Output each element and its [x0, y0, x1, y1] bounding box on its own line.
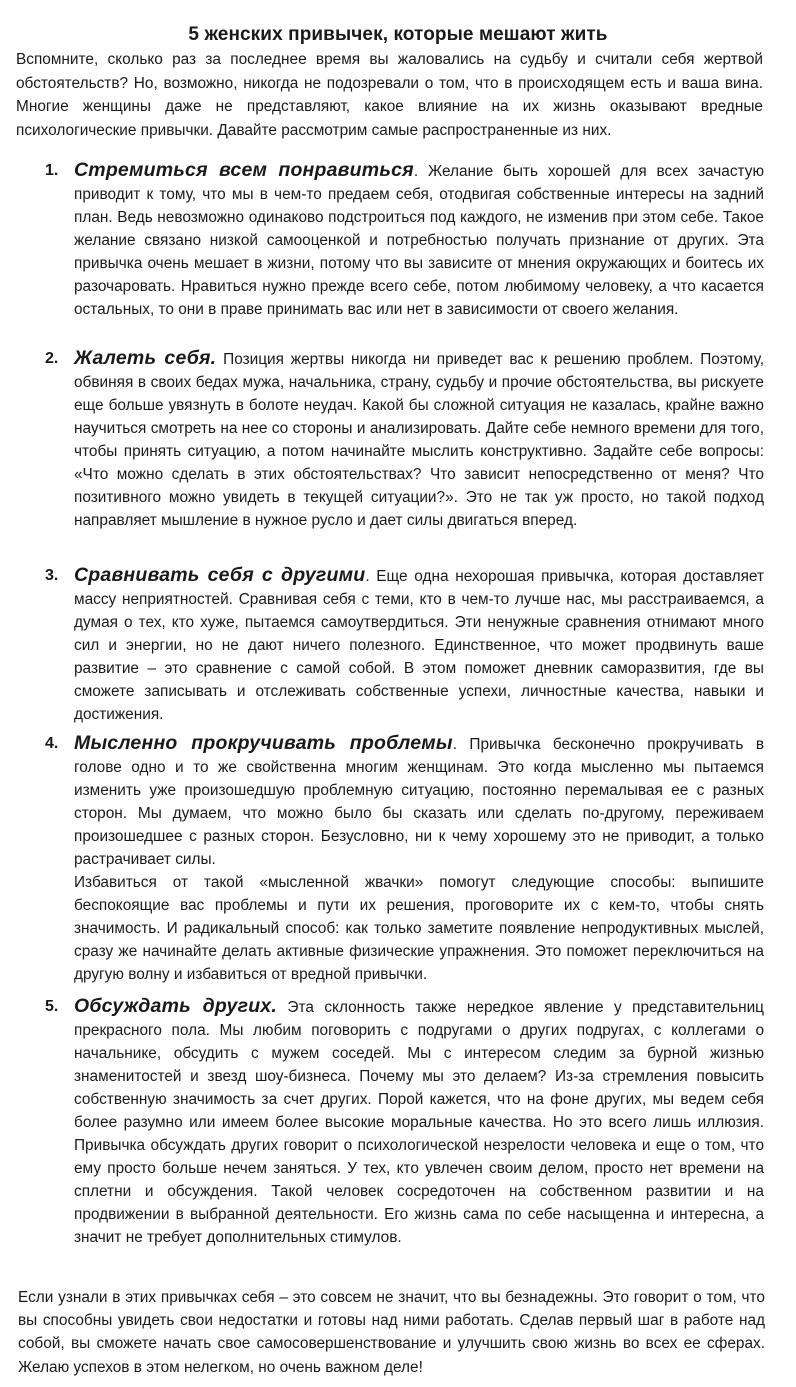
- item-heading: Стремиться всем понравиться: [74, 159, 414, 181]
- item-text: . Привычка бесконечно прокручивать в голове одно и то же свойственна многим женщинам. Это когда мысленно мы пытаемся изменить уже произошедшую проблемную ситуацию, постоянно перемалывая ее с разных сторон. Мы думаем, что можно было бы сказать или сделать по-другому, переживаем произошедшее с разных сторон. Безусловно, ни к чему хорошему это не приводит, а только растрачивает силы.: [74, 736, 764, 868]
- document-title: 5 женских привычек, которые мешают жить: [188, 23, 608, 45]
- item-text: . Еще одна нехорошая привычка, которая доставляет массу неприятностей. Сравнивая себя с теми, кто в чем-то лучше нас, мы расстраиваемся, а думая о тех, кто хуже, пытаемся самоутвердиться. Эти ненужные сравнения отнимают много сил и энергии, но не дают ничего полезного. Единственное, что может продвинуть ваше развитие – это сравнение с самой собой. В этом поможет дневник саморазвития, где вы сможете записывать и отслеживать собственные успехи, личностные качества, навыки и достижения.: [74, 568, 764, 723]
- outro-paragraph: Если узнали в этих привычках себя – это совсем не значит, что вы безнадежны. Это говорит о том, что вы способны увидеть свои недостатки и готовы над ними работать. Сделав первый шаг в работе над собой, вы сможете начать свое самосовершенствование и улучшить свою жизнь во всех ее сферах. Желаю успехов в этом нелегком, но очень важном деле!: [18, 1289, 765, 1376]
- item-text: Эта склонность также нередкое явление у представительниц прекрасного пола. Мы любим поговорить с подругами о других подругах, с коллегами о начальнике, обсудить с мужем соседей. Мы с интересом следим за бурной жизнью знаменитостей и звезд шоу-бизнеса. Почему мы это делаем? Из-за стремления повысить собственную значимость за счет других. Порой кажется, что на фоне других, мы ведем себя более разумно или имеем более высокие моральные качества. Но это всего лишь иллюзия. Привычка обсуждать других говорит о психологической незрелости человека и еще о том, что ему просто больше нечем заняться. У тех, кто увлечен своим делом, просто нет времени на сплетни и обсуждения. Такой человек сосредоточен на собственном развитии и на продвижении в выбранной деятельности. Его жизнь сама по себе насыщенна и интересна, а значит не требует дополнительных стимулов.: [74, 999, 764, 1246]
- item-number: 5.: [45, 998, 59, 1015]
- list-item: [0, 732, 764, 992]
- habits-list: [0, 159, 796, 1249]
- list-item: [0, 564, 764, 727]
- item-heading: Жалеть себя.: [74, 347, 217, 369]
- item-number: 4.: [45, 735, 59, 752]
- item-number: 2.: [45, 350, 59, 367]
- item-extra-paragraph: Избавиться от такой «мысленной жвачки» помогут следующие способы: выпишите беспокоящие вас проблемы и пути их решения, проговорите их с кем-то, чтобы снять значимость. И радикальный способ: как только заметите появление непродуктивных мыслей, сразу же начинайте делать активные физические упражнения. Это поможет переключиться на другую волну и избавиться от вредной привычки.: [74, 874, 764, 983]
- item-heading: Сравнивать себя с другими: [74, 564, 366, 586]
- item-text: . Желание быть хорошей для всех зачастую приводит к тому, что мы в чем-то предаем себя, отодвигая собственные интересы на задний план. Ведь невозможно одинаково подстроиться под каждого, не изменив при этом себе. Такое желание связано низкой самооценкой и потребностью получать признание от других. Эта привычка очень мешает в жизни, потому что вы зависите от мнения окружающих и боитесь их разочаровать. Нравиться нужно прежде всего себе, потом любимому человеку, а что касается остальных, то они в праве принимать вас или нет в зависимости от своего желания.: [74, 163, 764, 318]
- list-item: [0, 159, 764, 343]
- list-item: [0, 347, 764, 561]
- item-heading: Мысленно прокручивать проблемы: [74, 732, 453, 754]
- item-text: Позиция жертвы никогда ни приведет вас к решению проблем. Поэтому, обвиняя в своих бедах мужа, начальника, страну, судьбу и прочие обстоятельства, вы рискуете еще больше увязнуть в болоте неудач. Какой бы сложной ситуация не казалась, крайне важно научиться смотреть на нее со стороны и анализировать. Дайте себе немного времени для того, чтобы принять ситуацию, а потом начинайте мыслить конструктивно. Задайте себе вопросы: «Что можно сделать в этих обстоятельствах? Что зависит непосредственно от меня? Что позитивного можно увидеть в текущей ситуации?». Это не так уж просто, но такой подход направляет мышление в нужное русло и дает силы двигаться вперед.: [74, 351, 764, 529]
- item-heading: Обсуждать других.: [74, 995, 277, 1017]
- item-number: 1.: [45, 162, 59, 179]
- intro-paragraph: Вспомните, сколько раз за последнее время вы жаловались на судьбу и считали себя жертвой обстоятельств? Но, возможно, никогда не подозревали о том, что в происходящем есть и ваша вина. Многие женщины даже не представляют, какое влияние на их жизнь оказывают вредные психологические привычки. Давайте рассмотрим самые распространенные из них.: [16, 51, 763, 139]
- list-item: [0, 995, 764, 1249]
- item-number: 3.: [45, 567, 59, 584]
